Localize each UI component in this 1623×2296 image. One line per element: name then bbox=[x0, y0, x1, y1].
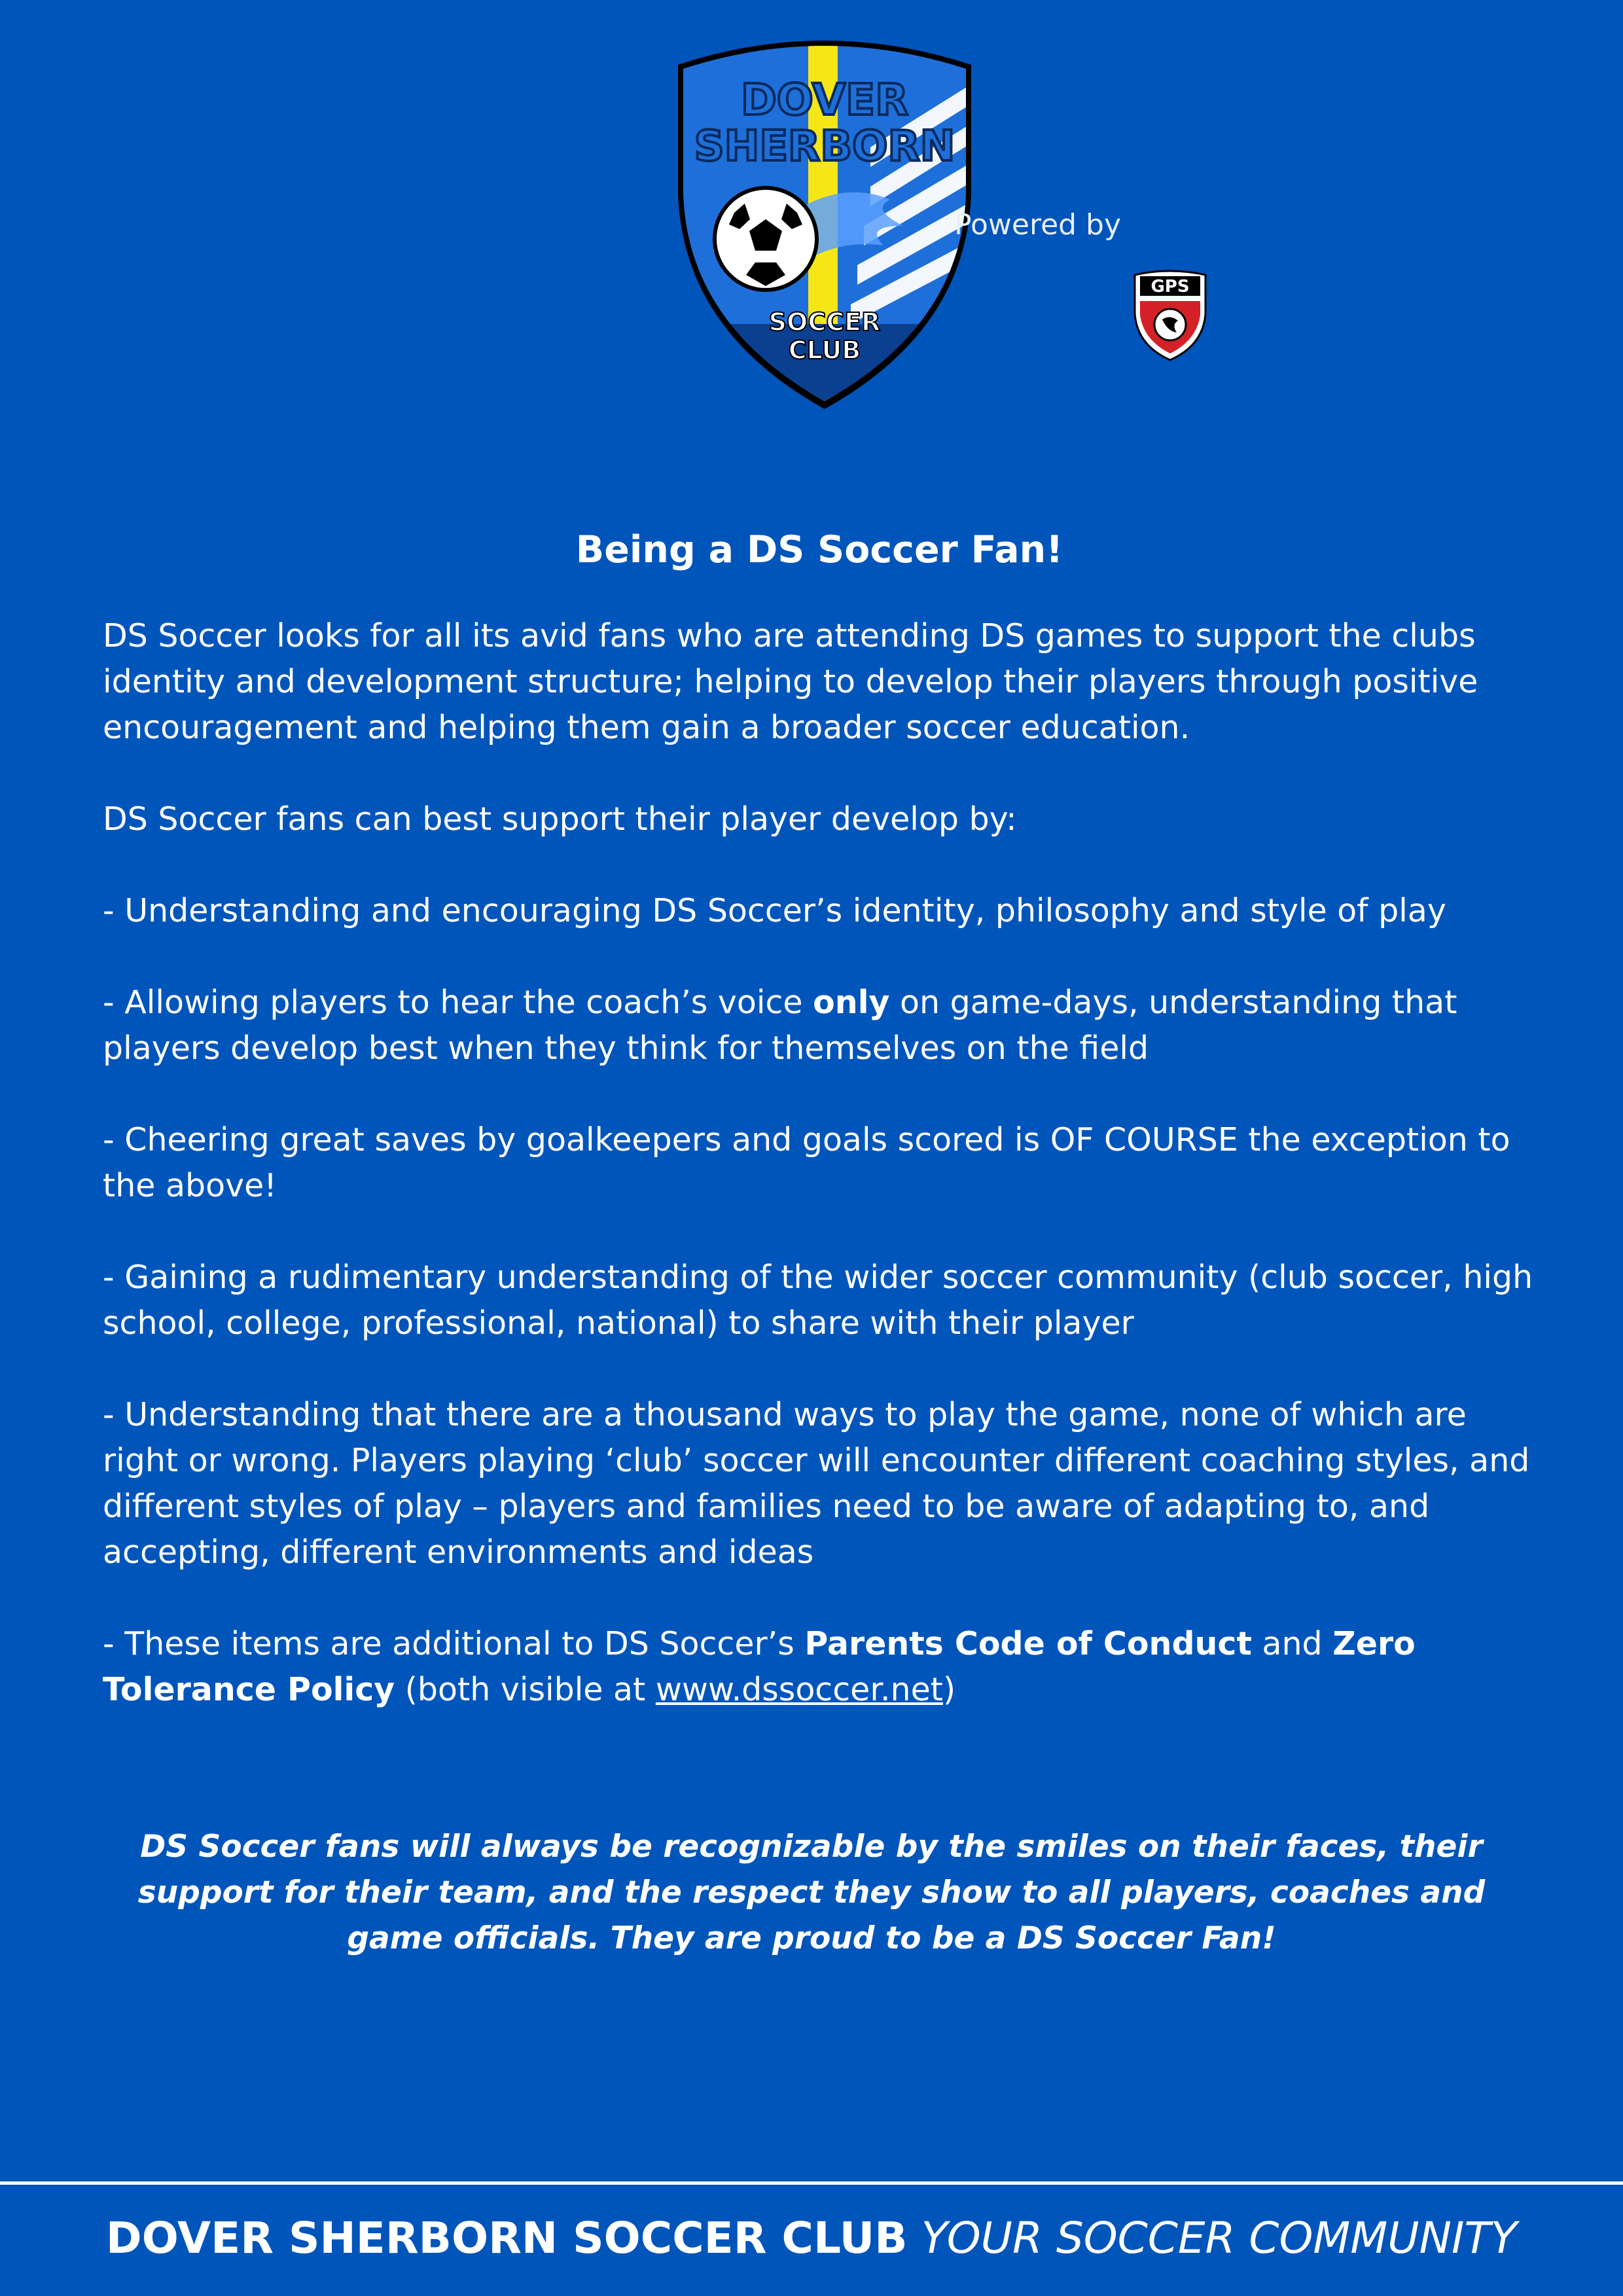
footer-divider bbox=[0, 2181, 1623, 2185]
crest-text-soccer: SOCCER bbox=[768, 308, 881, 336]
website-link[interactable]: www.dssoccer.net bbox=[655, 1671, 943, 1708]
list-item-coach-voice bbox=[103, 980, 1536, 1071]
gps-partner-logo bbox=[1131, 268, 1209, 363]
item6-text-start: - These items are additional to DS Soccer’s bbox=[103, 1625, 805, 1662]
gps-logo-text: GPS bbox=[1150, 277, 1190, 296]
footer-tagline: YOUR SOCCER COMMUNITY bbox=[921, 2213, 1518, 2263]
crest-text-sherborn: SHERBORN bbox=[694, 122, 955, 171]
item6-text-and: and bbox=[1251, 1625, 1333, 1662]
item2-emphasis: only bbox=[813, 984, 890, 1021]
list-item-community: - Gaining a rudimentary understanding of the wider soccer community (club soccer, high school, college, professional, national) to share with their player bbox=[103, 1259, 1533, 1342]
list-item-cheering: - Cheering great saves by goalkeepers and goals scored is OF COURSE the exception to the above! bbox=[103, 1121, 1510, 1204]
list-item-additional-policies bbox=[103, 1621, 1536, 1713]
parents-code-of-conduct: Parents Code of Conduct bbox=[804, 1625, 1252, 1662]
footer-club-name: DOVER SHERBORN SOCCER CLUB bbox=[105, 2213, 908, 2263]
lead-in-paragraph: DS Soccer fans can best support their player develop by: bbox=[103, 800, 1017, 838]
crest-text-dover: DOVER bbox=[740, 75, 909, 125]
main-content bbox=[103, 524, 1536, 1759]
item2-text-start: - Allowing players to hear the coach’s voice bbox=[103, 984, 813, 1021]
zero-tolerance-policy: Zero Tolerance Policy bbox=[103, 1625, 1416, 1708]
closing-statement: DS Soccer fans will always be recognizable by the smiles on their faces, their support for their team, and the respect they show to all players, coaches and game officials. They are proud to be a DS Soccer Fan! bbox=[137, 1829, 1486, 1956]
item6-text-visible: (both visible at bbox=[395, 1671, 656, 1708]
list-item-ways-to-play: - Understanding that there are a thousand ways to play the game, none of which are right or wrong. Players playing ‘club’ soccer will encounter different coaching styles, and different styles of play – players and families need to be aware of adapting to, and accepting, different environments and ideas bbox=[103, 1396, 1530, 1571]
club-crest-logo bbox=[674, 29, 975, 409]
intro-paragraph: DS Soccer looks for all its avid fans who are attending DS games to support the clubs identity and development structure; helping to develop their players through positive encouragement and helping them gain a broader soccer education. bbox=[103, 617, 1478, 746]
powered-by-label: Powered by bbox=[954, 208, 1122, 242]
list-item-identity: - Understanding and encouraging DS Soccer’s identity, philosophy and style of play bbox=[103, 892, 1446, 929]
item6-text-end: ) bbox=[942, 1671, 956, 1708]
page-title: Being a DS Soccer Fan! bbox=[575, 528, 1063, 571]
footer-banner bbox=[0, 2206, 1623, 2271]
item2-text-end: on game-days, understanding that players develop best when they think for themselves on the field bbox=[103, 984, 1457, 1067]
crest-text-club: CLUB bbox=[788, 336, 861, 365]
